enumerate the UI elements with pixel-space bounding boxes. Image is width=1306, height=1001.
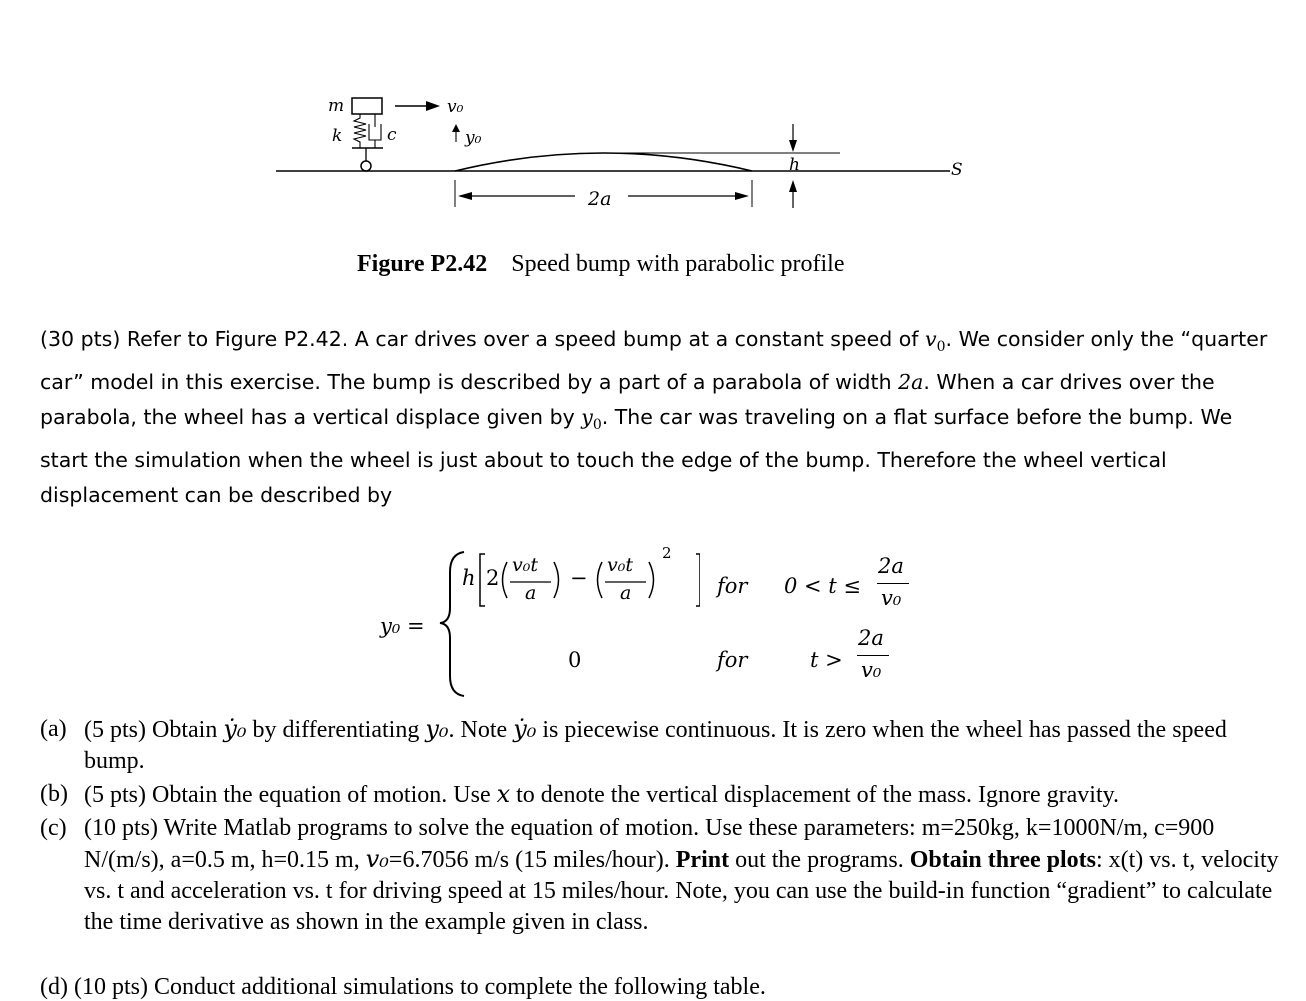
eq-lhs: y₀ = xyxy=(380,614,425,638)
question-c-bold-1: Print xyxy=(675,847,730,873)
intro-v0-sub: 0 xyxy=(936,339,946,356)
question-c-bold-2: Obtain three plots xyxy=(909,847,1096,873)
question-b-math-1: x xyxy=(496,780,511,808)
question-b-label: (b) xyxy=(40,781,68,807)
label-h: h xyxy=(789,155,800,175)
question-d-cutoff: (d) (10 pts) Conduct additional simulations to complete the following table. xyxy=(40,974,766,1000)
label-y0: y₀ xyxy=(465,128,482,148)
question-c-label: (c) xyxy=(40,815,67,841)
eq-cond-2: t > xyxy=(810,648,843,672)
question-c xyxy=(40,813,1280,938)
intro-y0-sub: 0 xyxy=(592,417,602,434)
velocity-arrowhead xyxy=(426,101,440,111)
intro-text-1: (30 pts) Refer to Figure P2.42. A car drives over a speed bump at a constant speed of xyxy=(40,327,926,351)
y0-arrowhead xyxy=(452,124,460,132)
eq-cond-1: 0 < t ≤ xyxy=(784,574,862,598)
question-c-text-2: =6.7056 m/s (15 miles/hour). xyxy=(388,847,676,873)
spring xyxy=(354,114,366,148)
eq-minus: − xyxy=(570,566,588,590)
question-b xyxy=(40,779,1280,811)
question-a-math-1: ẏ₀ xyxy=(223,715,247,743)
eq-frac1-num: 2a xyxy=(878,554,904,578)
eq-frac2-den: v₀ xyxy=(861,658,882,682)
intro-v0-base: v xyxy=(925,327,937,351)
question-a-label: (a) xyxy=(40,716,67,742)
h-arrowhead-bottom xyxy=(789,180,797,192)
question-a-text-4: is piecewise continuous. It is zero when the wheel has passed the speed bump. xyxy=(84,717,1227,774)
question-a-math-2: y₀ xyxy=(425,715,449,743)
wheel xyxy=(361,161,371,171)
eq-frac2-bar xyxy=(857,655,889,656)
eq-zero: 0 xyxy=(568,648,582,672)
question-b-text-1: (5 pts) Obtain the equation of motion. Use xyxy=(84,782,497,808)
question-a xyxy=(40,714,1280,777)
question-c-math-1: v₀ xyxy=(365,845,389,873)
question-a-text-3: . Note xyxy=(448,717,514,743)
eq-v0t-1: v₀t xyxy=(512,554,538,576)
intro-2a: 2a xyxy=(898,370,924,395)
label-s: S xyxy=(951,160,963,180)
question-a-math-3: ẏ₀ xyxy=(513,715,537,743)
intro-text-2: . We consider only the “quarter car” model in this exercise. The bump is described by a part of a parabola of width xyxy=(40,327,1268,395)
caption-text: Speed bump with parabolic profile xyxy=(511,251,845,277)
bump-profile xyxy=(455,153,752,171)
eq-h: h xyxy=(462,566,476,590)
piecewise-equation xyxy=(380,540,940,700)
intro-v0 xyxy=(925,327,946,356)
eq-for-2: for xyxy=(717,648,748,672)
eq-square: 2 xyxy=(662,544,672,562)
label-2a: 2a xyxy=(588,188,612,210)
dim-left-arrowhead xyxy=(458,192,472,200)
caption-number: Figure P2.42 xyxy=(357,251,488,277)
intro-text-3: . When a car drives over the parabola, the wheel has a vertical displace given by xyxy=(40,370,1215,430)
question-b-text-2: to denote the vertical displacement of the mass. Ignore gravity. xyxy=(510,782,1120,808)
eq-two: 2 xyxy=(486,566,500,590)
question-c-text-4: : x(t) vs. t, velocity vs. t and acceleration vs. t for driving speed at 15 miles/hour. Note, you can use the build-in function “gradient” to calculate the time derivative as shown in the example given in class. xyxy=(84,847,1279,935)
label-v0: v₀ xyxy=(447,97,464,117)
label-m: m xyxy=(328,96,345,116)
question-a-text-2: by differentiating xyxy=(246,717,426,743)
mass-block xyxy=(352,98,382,114)
eq-frac1-bar xyxy=(877,583,909,584)
question-c-text-3: out the programs. xyxy=(729,847,910,873)
problem-intro xyxy=(40,322,1280,513)
eq-a-2: a xyxy=(620,582,632,604)
eq-a-1: a xyxy=(525,582,537,604)
intro-text-4: . The car was traveling on a flat surface before the bump. We start the simulation when the wheel is just about to touch the edge of the bump. Therefore the wheel vertical displacement can be described by xyxy=(40,405,1233,508)
figure-caption xyxy=(357,251,844,278)
dim-right-arrowhead xyxy=(735,192,749,200)
label-k: k xyxy=(332,126,343,146)
intro-y0-base: y xyxy=(581,405,593,430)
label-c: c xyxy=(387,125,397,145)
eq-v0t-2: v₀t xyxy=(607,554,633,576)
question-a-text-1: (5 pts) Obtain xyxy=(84,717,224,743)
h-arrowhead-top xyxy=(789,140,797,152)
question-list xyxy=(40,714,1280,940)
eq-frac1-den: v₀ xyxy=(881,586,902,610)
question-c-text-1: (10 pts) Write Matlab programs to solve the equation of motion. Use these parameters: m=250kg, k=1000N/m, c=900 N/(m/s), a=0.5 m, h=0.15 m, xyxy=(84,815,1215,873)
intro-y0 xyxy=(581,405,602,434)
eq-frac2-num: 2a xyxy=(858,626,884,650)
eq-for-1: for xyxy=(717,574,748,598)
